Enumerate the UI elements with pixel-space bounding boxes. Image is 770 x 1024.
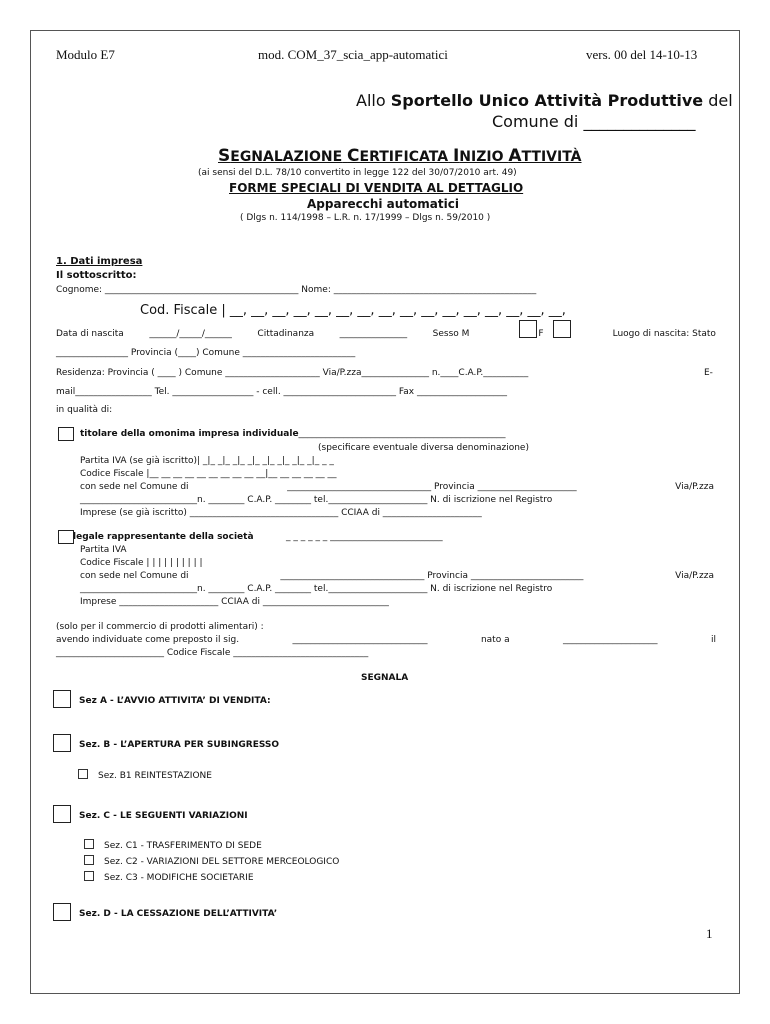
- legale-comune-field[interactable]: ________________________________ Provincia _________________________: [280, 571, 584, 581]
- sez-c2-checkbox[interactable]: [84, 855, 94, 865]
- legale-label: legale rappresentante della società: [73, 532, 254, 542]
- sez-c3-item[interactable]: Sez. C3 - MODIFICHE SOCIETARIE: [84, 871, 254, 883]
- legale-sede-line2[interactable]: __________________________n. ________ C.A.P. ________ tel.______________________ N. di iscrizione nel Registro: [80, 584, 553, 594]
- addressee-suffix: del: [708, 91, 733, 110]
- sez-b-checkbox[interactable]: [53, 734, 71, 752]
- nascita-row: Data di nascita ______/_____/______ Cittadinanza _______________ Sesso M F Luogo di nascita: Stato: [56, 329, 716, 339]
- subtitle-apparecchi: Apparecchi automatici: [307, 197, 459, 211]
- preposto-luogo-field[interactable]: _____________________: [563, 635, 658, 645]
- legale-sede-row: con sede nel Comune di ________________________________ Provincia _________________________ Via/P.zza: [80, 571, 714, 581]
- document-title: SEGNALAZIONE CERTIFICATA INIZIO ATTIVITÀ: [218, 146, 582, 166]
- section-1-heading: 1. Dati impresa: [56, 256, 143, 267]
- titolare-note: (specificare eventuale diversa denominazione): [318, 443, 529, 453]
- addressee-office: Sportello Unico Attività Produttive: [390, 91, 704, 110]
- sez-c-label: Sez. C - LE SEGUENTI VARIAZIONI: [79, 811, 248, 821]
- addressee-prefix: Allo: [356, 91, 386, 110]
- sez-b1-item[interactable]: Sez. B1 REINTESTAZIONE: [78, 769, 212, 781]
- sez-d-checkbox[interactable]: [53, 903, 71, 921]
- codice-fiscale-label: Cod. Fiscale: [140, 303, 218, 318]
- sez-c3-checkbox[interactable]: [84, 871, 94, 881]
- sesso-f-checkbox[interactable]: [553, 320, 571, 338]
- legale-line[interactable]: _ _ _ _ _ _ _________________________: [286, 532, 443, 542]
- section-1-sub: Il sottoscritto:: [56, 270, 137, 281]
- titolare-partita-iva[interactable]: Partita IVA (se già iscritto)| _|_ _|_ _|_ _|_ _|_ _|_ _|_ _|_ _ _: [80, 456, 334, 466]
- segnala-heading: SEGNALA: [361, 673, 409, 683]
- preposto-codice-fiscale[interactable]: ________________________ Codice Fiscale ______________________________: [56, 648, 369, 658]
- sesso-m-checkbox[interactable]: [519, 320, 537, 338]
- legale-codice-fiscale[interactable]: Codice Fiscale | | | | | | | | | |: [80, 558, 203, 568]
- sez-b1-checkbox[interactable]: [78, 769, 88, 779]
- sez-d-label: Sez. D - LA CESSAZIONE DELL’ATTIVITA’: [79, 909, 278, 919]
- sez-c2-item[interactable]: Sez. C2 - VARIAZIONI DEL SETTORE MERCEOLOGICO: [84, 855, 339, 867]
- sez-c-checkbox[interactable]: [53, 805, 71, 823]
- alimentari-note: (solo per il commercio di prodotti alimentari) :: [56, 622, 264, 632]
- sez-a-label: Sez A - L’AVVIO ATTIVITA’ DI VENDITA:: [79, 696, 271, 706]
- qualita-label: in qualità di:: [56, 405, 113, 415]
- addressee-comune: Comune di ______________: [492, 112, 696, 131]
- addressee-line: [356, 91, 733, 110]
- titolare-imprese-field[interactable]: Imprese (se già iscritto) _________________________________ CCIAA di ______________________: [80, 508, 482, 518]
- legale-checkbox[interactable]: [58, 530, 74, 544]
- subtitle: FORME SPECIALI DI VENDITA AL DETTAGLIO: [229, 181, 524, 195]
- residenza-field[interactable]: Residenza: Provincia ( ____ ) Comune _____________________ Via/P.zza_______________ n.____C.A.P.__________: [56, 368, 529, 378]
- cognome-nome-field[interactable]: Cognome: ___________________________________________ Nome: _____________________________________________: [56, 285, 537, 295]
- legal-basis: (ai sensi del D.L. 78/10 convertito in legge 122 del 30/07/2010 art. 49): [198, 168, 517, 178]
- sez-a-checkbox[interactable]: [53, 690, 71, 708]
- legale-imprese-field[interactable]: Imprese ______________________ CCIAA di ____________________________: [80, 597, 389, 607]
- titolare-sede-line2[interactable]: __________________________n. ________ C.A.P. ________ tel.______________________ N. di iscrizione nel Registro: [80, 495, 553, 505]
- titolare-codice-fiscale[interactable]: Codice Fiscale |__ __ __ __ __ __ __ __ __ __|__ __ __ __ __ __: [80, 469, 337, 479]
- titolare-sede-row: con sede nel Comune di ________________________________ Provincia ______________________ Via/P.zza: [80, 482, 714, 492]
- sez-b-label: Sez. B - L’APERTURA PER SUBINGRESSO: [79, 740, 280, 750]
- email-phone-field[interactable]: mail_________________ Tel. __________________ - cell. _________________________ Fax ____________________: [56, 387, 507, 397]
- sez-c1-item[interactable]: Sez. C1 - TRASFERIMENTO DI SEDE: [84, 839, 262, 851]
- preposto-nome-field[interactable]: ______________________________: [292, 635, 428, 645]
- data-nascita-field[interactable]: ______/_____/______: [149, 329, 232, 339]
- denominazione-field[interactable]: ______________________________________________: [298, 429, 506, 439]
- codice-fiscale-slots[interactable]: | __, __, __, __, __, __, __, __, __, __, __, __, __, __, __, __,: [221, 303, 566, 318]
- preposto-row: avendo individuate come preposto il sig. ______________________________ nato a _____________________ il: [56, 635, 716, 645]
- legale-partita-iva[interactable]: Partita IVA: [80, 545, 127, 555]
- sez-c1-checkbox[interactable]: [84, 839, 94, 849]
- titolare-label: titolare della omonima impresa individuale______________________________________________: [80, 429, 506, 439]
- header-version: vers. 00 del 14-10-13: [586, 47, 698, 62]
- titolare-checkbox[interactable]: [58, 427, 74, 441]
- codice-fiscale-row[interactable]: [140, 303, 566, 318]
- page-number: 1: [706, 926, 713, 941]
- cittadinanza-field[interactable]: _______________: [339, 329, 408, 339]
- luogo-nascita-field[interactable]: ________________ Provincia (____) Comune _________________________: [56, 348, 356, 358]
- titolare-comune-field[interactable]: ________________________________ Provincia ______________________: [287, 482, 577, 492]
- legal-references: ( Dlgs n. 114/1998 – L.R. n. 17/1999 – Dlgs n. 59/2010 ): [240, 213, 491, 223]
- header-form-id: Modulo E7: [56, 47, 115, 62]
- email-prefix: E-: [704, 368, 713, 378]
- header-document-code: mod. COM_37_scia_app-automatici: [258, 47, 448, 62]
